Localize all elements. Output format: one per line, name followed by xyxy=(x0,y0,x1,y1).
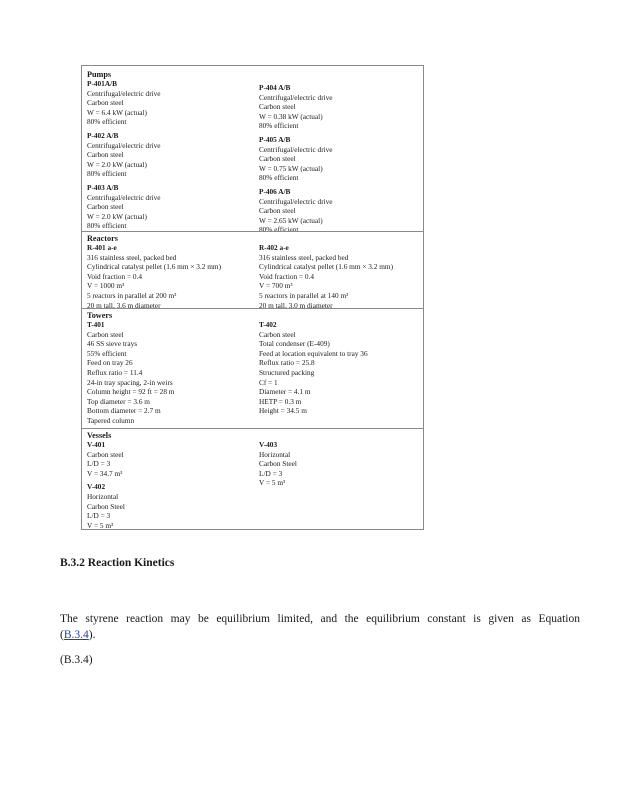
equipment-spec: 80% efficient xyxy=(87,117,127,127)
equipment-spec: Centrifugal/electric drive xyxy=(87,192,161,202)
equipment-spec: 46 SS sieve trays xyxy=(87,339,138,349)
equipment-spec: W = 0.38 kW (actual) xyxy=(259,111,323,121)
equipment-spec: Cylindrical catalyst pellet (1.6 mm × 3.2 mm) xyxy=(259,262,394,272)
vessels-section xyxy=(82,428,423,529)
equipment-spec: W = 2.65 kW (actual) xyxy=(259,215,323,225)
equipment-spec: L/D = 3 xyxy=(87,511,111,521)
equipment-spec: Total condenser (E-409) xyxy=(259,339,330,349)
equipment-spec: Feed on tray 26 xyxy=(87,358,133,368)
vessels-section-title: Vessels xyxy=(87,431,112,440)
paren-open: ( xyxy=(60,629,64,641)
equipment-name: R-402 a-e xyxy=(259,243,289,252)
equipment-specification-table xyxy=(81,65,424,530)
equipment-item xyxy=(87,243,255,310)
paragraph-line: The styrene reaction may be equilibrium limited, and the equilibrium constant is given as Equation xyxy=(60,613,580,625)
equipment-spec: 5 reactors in parallel at 200 m³ xyxy=(87,290,177,300)
equipment-spec: Reflux ratio = 11.4 xyxy=(87,367,143,377)
equipment-spec: Tapered column xyxy=(87,415,135,425)
equipment-spec: V = 1000 m³ xyxy=(87,281,125,291)
equipment-spec: V = 5 m³ xyxy=(259,478,286,488)
equipment-spec: Carbon steel xyxy=(87,329,124,339)
equipment-item xyxy=(87,183,255,231)
equipment-name: P-404 A/B xyxy=(259,83,291,92)
equipment-name: V-403 xyxy=(259,440,278,449)
equipment-spec: W = 0.75 kW (actual) xyxy=(259,163,323,173)
pumps-right-column xyxy=(259,83,424,239)
equipment-spec: Horizontal xyxy=(87,491,119,501)
equipment-item xyxy=(259,440,424,488)
equipment-spec: Top diameter = 3.6 m xyxy=(87,396,150,406)
equipment-spec: W = 6.4 kW (actual) xyxy=(87,107,147,117)
equipment-spec: HETP = 0.3 m xyxy=(259,396,302,406)
equipment-spec: W = 2.0 kW (actual) xyxy=(87,159,147,169)
equipment-spec: 24-in tray spacing, 2-in weirs xyxy=(87,377,173,387)
paren-close: ). xyxy=(88,629,96,641)
equipment-name: P-401A/B xyxy=(87,79,117,88)
equipment-item xyxy=(259,187,424,235)
equipment-spec: Structured packing xyxy=(259,367,315,377)
equipment-name: T-402 xyxy=(259,320,277,329)
towers-left-column xyxy=(87,320,255,430)
equipment-spec: L/D = 3 xyxy=(259,468,283,478)
equipment-spec: 20 m tall, 3.0 m diameter xyxy=(259,300,333,310)
equipment-spec: 80% efficient xyxy=(259,173,299,183)
equipment-spec: Cf = 1 xyxy=(259,377,278,387)
equipment-spec: Reflux ratio = 25.8 xyxy=(259,358,315,368)
equipment-spec: Centrifugal/electric drive xyxy=(87,88,161,98)
equipment-spec: Carbon steel xyxy=(259,102,296,112)
equipment-spec: Carbon steel xyxy=(259,329,296,339)
equipment-spec: Height = 34.5 m xyxy=(259,406,307,416)
equation-link[interactable]: B.3.4 xyxy=(63,629,89,641)
pumps-section xyxy=(82,66,423,235)
equipment-name: T-401 xyxy=(87,320,105,329)
equipment-spec: Centrifugal/electric drive xyxy=(259,92,333,102)
paragraph-tail xyxy=(60,629,95,641)
equipment-spec: W = 2.0 kW (actual) xyxy=(87,211,147,221)
equipment-spec: Cylindrical catalyst pellet (1.6 mm × 3.2 mm) xyxy=(87,262,222,272)
equipment-name: P-406 A/B xyxy=(259,186,291,196)
equipment-spec: 316 stainless steel, packed bed xyxy=(259,252,349,262)
equipment-item xyxy=(87,131,255,179)
equipment-spec: Centrifugal/electric drive xyxy=(259,144,333,154)
pumps-section-title: Pumps xyxy=(87,70,112,79)
equipment-spec: 80% efficient xyxy=(87,169,127,179)
reactors-section-title: Reactors xyxy=(87,234,118,243)
reactors-right-column xyxy=(259,243,424,314)
equipment-name: P-405 A/B xyxy=(259,134,291,144)
equipment-spec: Carbon steel xyxy=(259,206,296,216)
equipment-item xyxy=(259,135,424,183)
equipment-spec: Centrifugal/electric drive xyxy=(259,196,333,206)
equipment-spec: 80% efficient xyxy=(259,121,299,131)
reactors-left-column xyxy=(87,243,255,314)
equipment-spec: 316 stainless steel, packed bed xyxy=(87,252,177,262)
equipment-spec: Void fraction = 0.4 xyxy=(259,271,315,281)
equipment-spec: 80% efficient xyxy=(259,225,299,235)
equipment-spec: Bottom diameter = 2.7 m xyxy=(87,406,161,416)
towers-section xyxy=(82,308,423,428)
equipment-spec: Horizontal xyxy=(259,449,291,459)
equipment-spec: 80% efficient xyxy=(87,221,127,231)
equipment-spec: Carbon steel xyxy=(259,154,296,164)
equipment-spec: L/D = 3 xyxy=(87,459,111,469)
equipment-spec: Carbon steel xyxy=(87,98,124,108)
equipment-name: P-403 A/B xyxy=(87,182,119,192)
equipment-name: V-401 xyxy=(87,440,106,449)
towers-section-title: Towers xyxy=(87,311,113,320)
equipment-item xyxy=(259,83,424,131)
equipment-name: V-402 xyxy=(87,482,106,492)
equipment-spec: V = 34.7 m³ xyxy=(87,468,123,478)
equipment-name: P-402 A/B xyxy=(87,130,119,140)
vessels-right-column xyxy=(259,440,424,492)
equipment-item xyxy=(259,320,424,416)
pumps-left-column xyxy=(87,79,255,235)
equipment-spec: Carbon Steel xyxy=(259,459,297,469)
reactors-section xyxy=(82,231,423,308)
equipment-spec: Column height = 92 ft = 28 m xyxy=(87,387,175,397)
equipment-spec: Carbon Steel xyxy=(87,501,125,511)
equipment-spec: 20 m tall, 3.6 m diameter xyxy=(87,300,161,310)
equipment-spec: V = 700 m³ xyxy=(259,281,293,291)
body-paragraph xyxy=(60,611,580,643)
equipment-spec: Carbon steel xyxy=(87,202,124,212)
equipment-spec: Feed at location equivalent to tray 36 xyxy=(259,348,368,358)
equipment-spec: Centrifugal/electric drive xyxy=(87,140,161,150)
equipment-name: R-401 a-e xyxy=(87,243,117,252)
equipment-item xyxy=(87,79,255,127)
equipment-spec: V = 5 m³ xyxy=(87,520,114,530)
equipment-spec: Carbon steel xyxy=(87,150,124,160)
equipment-spec: 5 reactors in parallel at 140 m³ xyxy=(259,290,349,300)
equipment-item xyxy=(87,482,255,530)
equipment-item xyxy=(87,320,255,426)
equipment-item xyxy=(87,440,255,478)
vessels-left-column xyxy=(87,440,255,534)
towers-right-column xyxy=(259,320,424,420)
equipment-item xyxy=(259,243,424,310)
section-heading: B.3.2 Reaction Kinetics xyxy=(60,557,175,569)
equation-label: (B.3.4) xyxy=(60,654,93,666)
equipment-spec: Void fraction = 0.4 xyxy=(87,271,143,281)
equipment-spec: 55% efficient xyxy=(87,348,127,358)
equipment-spec: Carbon steel xyxy=(87,449,124,459)
equipment-spec: Diameter = 4.1 m xyxy=(259,387,311,397)
